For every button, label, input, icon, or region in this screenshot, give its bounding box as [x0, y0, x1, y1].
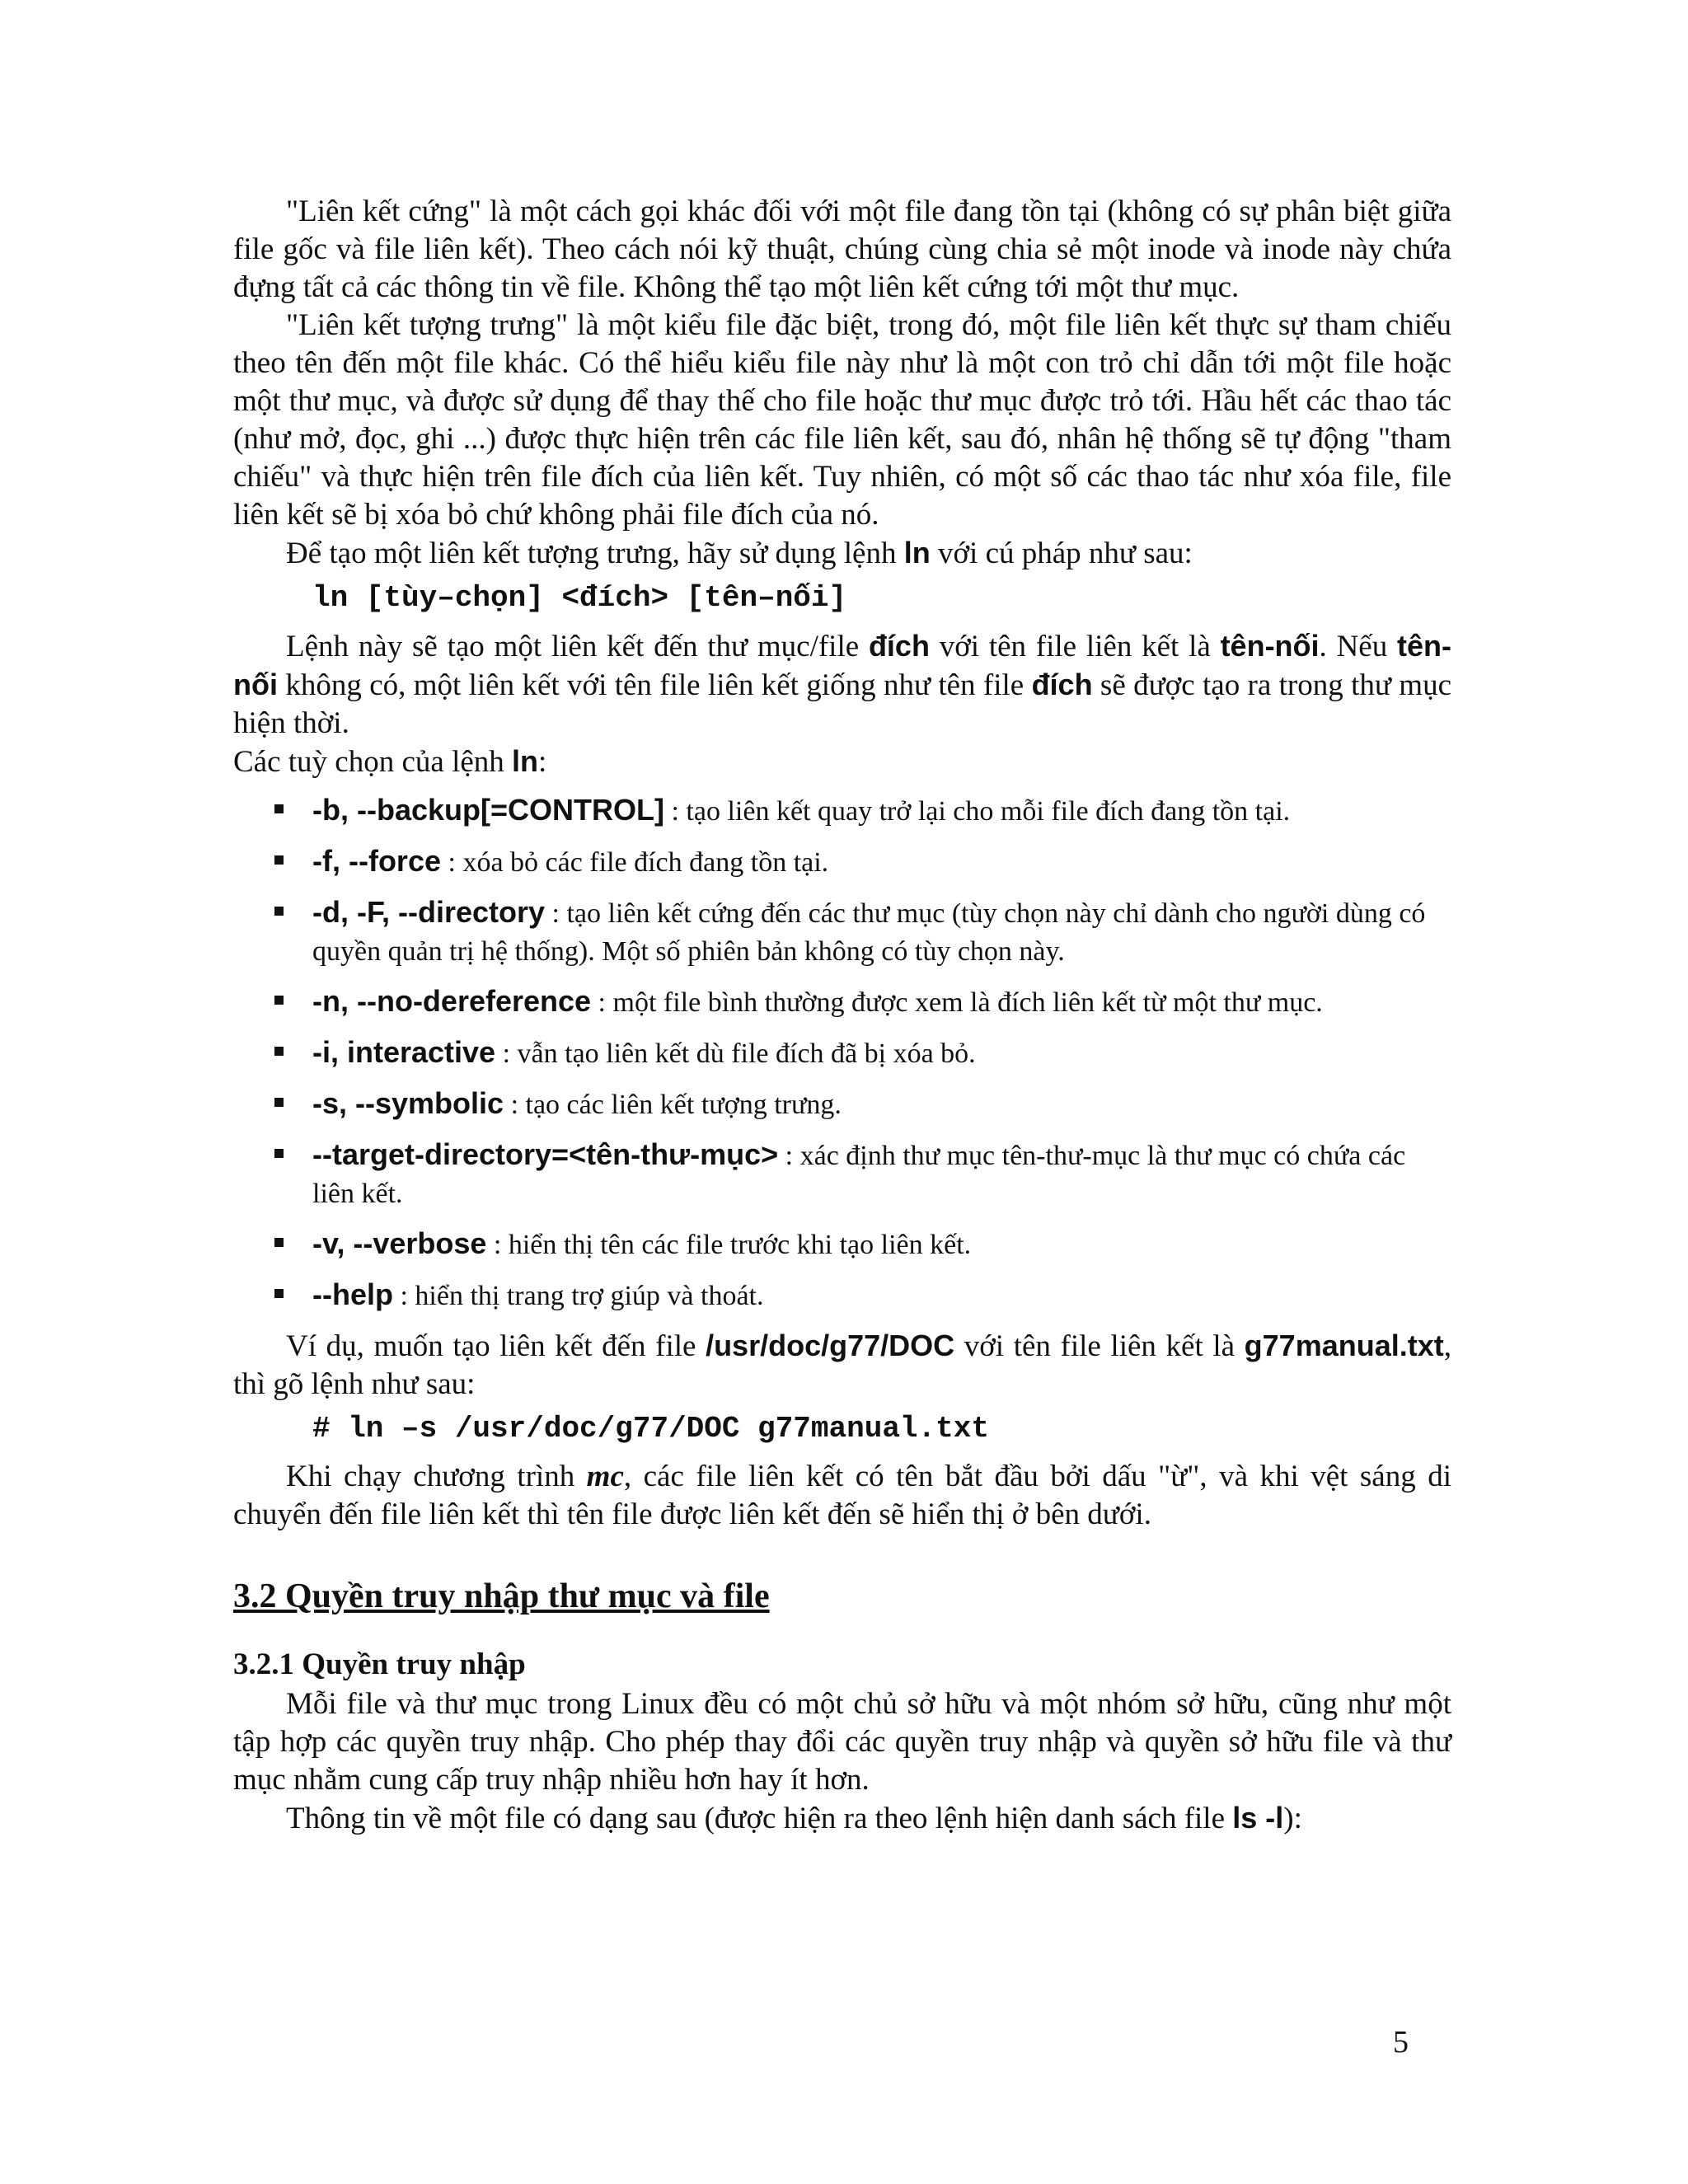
example-command: # ln –s /usr/doc/g77/DOC g77manual.txt [312, 1412, 989, 1446]
text-segment: Ví dụ, muốn tạo liên kết đến file [286, 1329, 706, 1363]
bullet-icon [274, 1098, 284, 1107]
text-segment: với tên file liên kết là [929, 630, 1221, 663]
option-description: : tạo liên kết quay trở lại cho mỗi file đích đang tồn tại. [663, 796, 1291, 827]
example-path: /usr/doc/g77/DOC [706, 1329, 955, 1362]
option-flag: -v, --verbose [312, 1226, 487, 1260]
list-item [233, 1033, 1451, 1073]
command-name: ln [903, 536, 931, 569]
text-segment: Thông tin về một file có dạng sau (được hiện ra theo lệnh hiện danh sách file [286, 1802, 1233, 1835]
option-flag: -i, interactive [312, 1035, 496, 1069]
term-target: đích [868, 629, 930, 663]
list-item [233, 982, 1451, 1022]
example-filename: g77manual.txt [1244, 1329, 1444, 1362]
paragraph-hard-link: "Liên kết cứng" là một cách gọi khác đối với một file đang tồn tại (không có sự phân biệt giữa file gốc và file liên kết). Theo cách nói kỹ thuật, chúng cùng chia sẻ một inode và inode này chứa đựng tất cả các thông tin về file. Không thể tạo một liên kết cứng tới một thư mục. [233, 194, 1451, 304]
text-segment: , các file liên kết có tên bắt đầu bởi dấu "ừ", và khi vệt sáng di chuyển đến file liên kết thì tên file được liên kết đến sẽ hiển thị ở bên dưới. [233, 1460, 1451, 1531]
command-name: ls -l [1232, 1801, 1284, 1835]
option-flag: -n, --no-dereference [312, 984, 592, 1018]
paragraph-command-explanation [233, 627, 1451, 743]
text-segment: . Nếu [1319, 630, 1397, 663]
program-name: mc [586, 1460, 624, 1493]
option-flag: -f, --force [312, 844, 441, 878]
text-segment: ): [1283, 1802, 1302, 1835]
option-flag: --target-directory=<tên-thư-mục> [312, 1137, 779, 1171]
paragraph-create-symlink [233, 534, 1451, 573]
page-content [233, 193, 1451, 1838]
bullet-icon [274, 907, 284, 916]
text-segment: Lệnh này sẽ tạo một liên kết đến thư mục/file [286, 630, 869, 663]
list-item [233, 1085, 1451, 1124]
option-description: : tạo các liên kết tượng trưng. [504, 1090, 842, 1120]
option-description: : xóa bỏ các file đích đang tồn tại. [441, 847, 829, 878]
paragraph-permissions: Mỗi file và thư mục trong Linux đều có một chủ sở hữu và một nhóm sở hữu, cũng như một tập hợp các quyền truy nhập. Cho phép thay đổi các quyền truy nhập và quyền sở hữu file và thư mục nhằm cung cấp truy nhập nhiều hơn hay ít hơn. [233, 1687, 1451, 1797]
options-list [233, 791, 1451, 1315]
option-description: : hiển thị tên các file trước khi tạo liên kết. [486, 1230, 972, 1260]
text-segment: Để tạo một liên kết tượng trưng, hãy sử dụng lệnh [286, 537, 904, 570]
syntax-line: ln [tùy–chọn] <đích> [tên–nối] [312, 581, 847, 615]
option-description: : vẫn tạo liên kết dù file đích đã bị xóa bỏ. [495, 1038, 976, 1069]
subsection-heading: 3.2.1 Quyền truy nhập [233, 1647, 526, 1681]
option-flag: --help [312, 1277, 393, 1311]
text-segment: với tên file liên kết là [954, 1329, 1245, 1363]
bullet-icon [274, 804, 284, 813]
list-item [233, 893, 1451, 971]
paragraph-file-info [233, 1799, 1451, 1838]
bullet-icon [274, 1238, 284, 1247]
option-description: : tạo liên kết cứng đến các thư mục (tùy chọn này chỉ dành cho người dùng có quyền quản trị hệ thống). Một số phiên bản không có tùy chọn này. [312, 898, 1426, 967]
list-item [233, 842, 1451, 882]
bullet-icon [274, 855, 284, 865]
page-number: 5 [1393, 2025, 1409, 2060]
option-flag: -d, -F, --directory [312, 895, 546, 929]
paragraph-symbolic-link: "Liên kết tượng trưng" là một kiểu file đặc biệt, trong đó, một file liên kết thực sự tham chiếu theo tên đến một file khác. Có thể hiểu kiểu file này như là một con trỏ chỉ dẫn tới một file hoặc một thư mục, và được sử dụng để thay thế cho file hoặc thư mục được trỏ tới. Hầu hết các thao tác (như mở, đọc, ghi ...) được thực hiện trên các file liên kết, sau đó, nhân hệ thống sẽ tự động "tham chiếu" và thực hiện trên file đích của liên kết. Tuy nhiên, có một số các thao tác như xóa file, file liên kết sẽ bị xóa bỏ chứ không phải file đích của nó. [233, 308, 1451, 532]
option-description: : xác định thư mục tên-thư-mục là thư mục có chứa các liên kết. [312, 1141, 1406, 1209]
text-segment: sẽ được tạo ra trong thư mục hiện thời. [233, 668, 1451, 740]
option-description: : một file bình thường được xem là đích liên kết từ một thư mục. [591, 987, 1323, 1018]
list-item [233, 1225, 1451, 1264]
paragraph-mc [233, 1458, 1451, 1534]
command-name: ln [512, 744, 539, 778]
term-link-name: tên-nối [1220, 629, 1320, 663]
text-segment: không có, một liên kết với tên file liên kết giống như tên file [277, 668, 1032, 702]
text-segment: với cú pháp như sau: [930, 537, 1193, 570]
paragraph-example [233, 1327, 1451, 1404]
text-segment: Các tuỳ chọn của lệnh [233, 745, 513, 779]
text-segment: , thì gõ lệnh như sau: [233, 1329, 1451, 1401]
text-segment: Khi chạy chương trình [286, 1460, 587, 1493]
list-item [233, 1276, 1451, 1315]
list-item [233, 791, 1451, 831]
bullet-icon [274, 996, 284, 1005]
option-flag: -s, --symbolic [312, 1086, 504, 1120]
option-description: : hiển thị trang trợ giúp và thoát. [392, 1281, 764, 1311]
term-link-name: tên-nối [233, 629, 1451, 701]
term-target: đích [1031, 668, 1093, 701]
text-segment: : [538, 745, 547, 779]
option-flag: -b, --backup[=CONTROL] [312, 793, 664, 827]
section-heading: 3.2 Quyền truy nhập thư mục và file [233, 1577, 770, 1615]
bullet-icon [274, 1047, 284, 1056]
options-intro [233, 743, 1451, 781]
bullet-icon [274, 1289, 284, 1298]
bullet-icon [274, 1149, 284, 1158]
list-item [233, 1136, 1451, 1213]
